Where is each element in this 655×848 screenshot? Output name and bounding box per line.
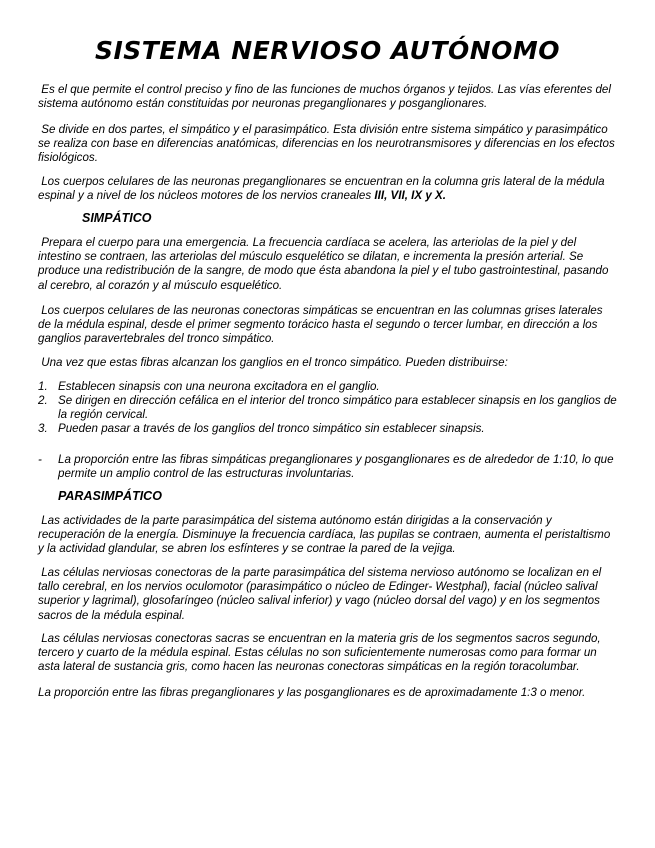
- parasimpatico-paragraph-2: Las células nerviosas conectoras de la parte parasimpática del sistema nervioso autónomo se localizan en el tallo cerebral, en los nervios oculomotor (parasimpático o núcleo de Edinger- Westphal), facial (núcleo salival superior y lagrimal), glosofaríngeo (núcleo salival inferior) y vago (núcleo dorsal del vago) y en los segmentos sacros de la médula espinal.: [38, 566, 602, 622]
- dash-list-item: - La proporción entre las fibras simpáticas preganglionares y posganglionares es de alrededor de 1:10, lo que permite un amplio control de las estructuras involuntarias.: [38, 453, 614, 481]
- parasimpatico-paragraph-3: Las células nerviosas conectoras sacras se encuentran en la materia gris de los segmentos sacros segundo, tercero y cuarto de la médula espinal. Estas células no son suficientemente numerosas como para formar un asta lateral de sustancia gris, como hacen las neuronas conectoras simpáticas en la región toracolumbar.: [38, 632, 601, 674]
- simpatico-paragraph-2: Los cuerpos celulares de las neuronas conectoras simpáticas se encuentran en las columnas grises laterales de la médula espinal, desde el primer segmento torácico hasta el segundo o tercer lumbar, en dirección a los ganglios paravertebrales del tronco simpático.: [38, 304, 603, 346]
- heading-parasimpatico: PARASIMPÁTICO: [58, 489, 162, 503]
- simpatico-paragraph-3: Una vez que estas fibras alcanzan los ganglios en el tronco simpático. Pueden distribuirse:: [41, 356, 508, 369]
- parasimpatico-paragraph-1: Las actividades de la parte parasimpática del sistema autónomo están dirigidas a la conservación y recuperación de la energía. Disminuye la frecuencia cardíaca, las pupilas se contraen, aumenta el peristaltismo y la actividad glandular, se abren los esfínteres y se contrae la pared de la vejiga.: [38, 514, 611, 556]
- list-item: 3. Pueden pasar a través de los ganglios del tronco simpático sin establecer sinapsis.: [38, 422, 485, 435]
- intro-paragraph-3: Los cuerpos celulares de las neuronas preganglionares se encuentran en la columna gris lateral de la médula espinal y a nivel de los núcleos motores de los nervios craneales III, VII, IX y X.: [38, 175, 605, 203]
- intro-paragraph-1: Es el que permite el control preciso y fino de las funciones de muchos órganos y tejidos. Las vías eferentes del sistema autónomo están constituidas por neuronas preganglionares y posganglionares.: [38, 83, 611, 111]
- intro-paragraph-2: Se divide en dos partes, el simpático y el parasimpático. Esta división entre sistema simpático y parasimpático se realiza con base en diferencias anatómicas, diferencias en los neurotransmisores y diferencias en los efectos fisiológicos.: [38, 123, 615, 165]
- list-item: 2. Se dirigen en dirección cefálica en el interior del tronco simpático para establecer sinapsis en los ganglios de la región cervical.: [38, 394, 617, 422]
- simpatico-paragraph-1: Prepara el cuerpo para una emergencia. La frecuencia cardíaca se acelera, las arteriolas de la piel y del intestino se contraen, las arteriolas del músculo esquelético se dilatan, e incrementa la presión arterial. Se produce una redistribución de la sangre, de modo que ésta abandona la piel y el tubo gastrointestinal, pasando al cerebro, al corazón y al músculo esquelético.: [38, 236, 609, 292]
- list-item: 1. Establecen sinapsis con una neurona excitadora en el ganglio.: [38, 380, 380, 393]
- page-title: SISTEMA NERVIOSO AUTÓNOMO: [94, 36, 561, 65]
- cranial-nerves-bold: III, VII, IX y X.: [374, 189, 446, 203]
- parasimpatico-paragraph-4: La proporción entre las fibras preganglionares y las posganglionares es de aproximadamente 1:3 o menor.: [38, 686, 586, 699]
- heading-simpatico: SIMPÁTICO: [82, 211, 152, 225]
